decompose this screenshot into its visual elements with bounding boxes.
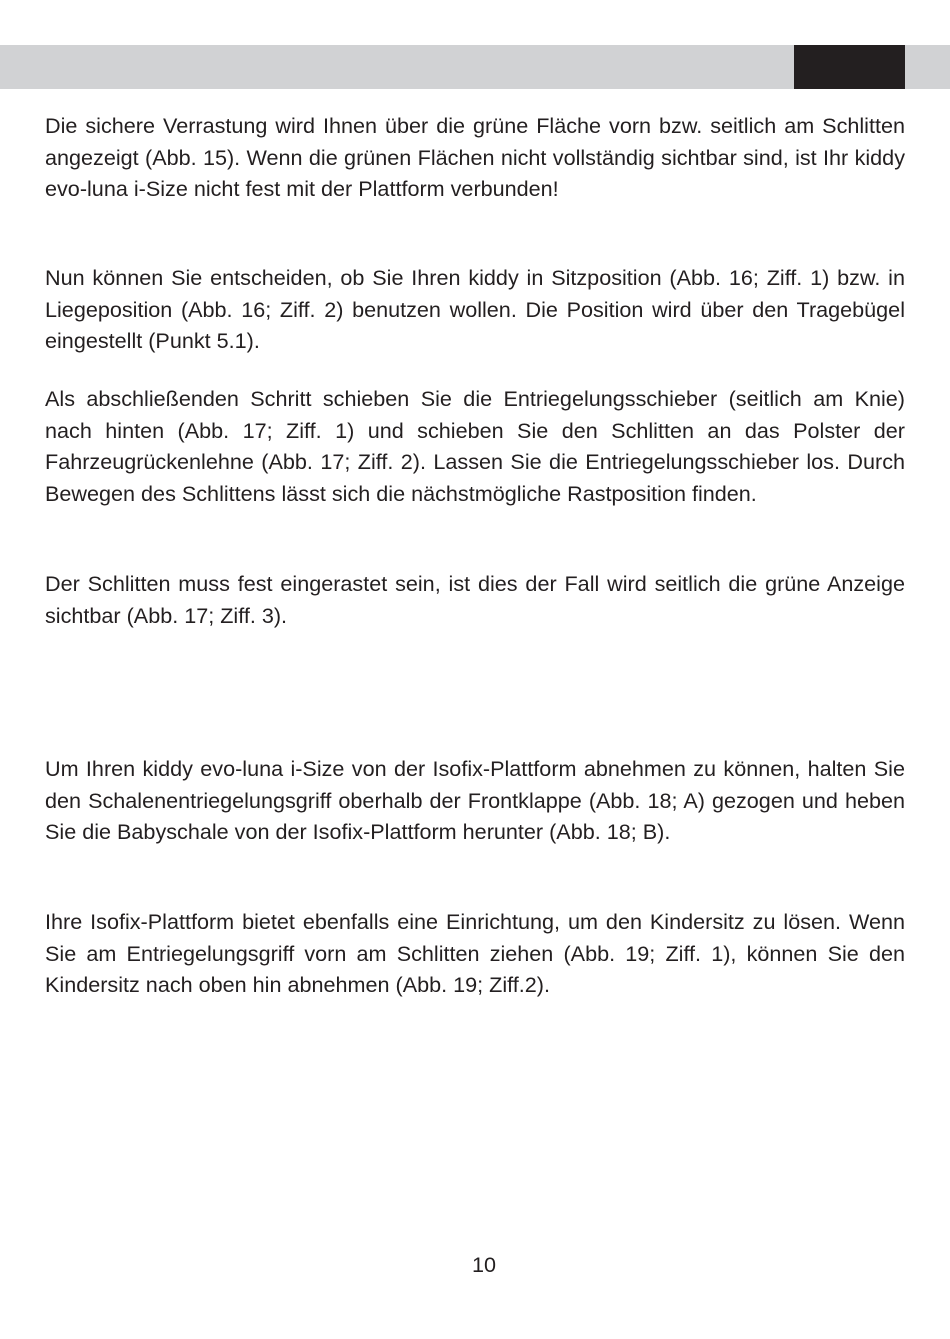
page-number: 10 <box>471 1252 497 1277</box>
paragraph-1: Die sichere Verrastung wird Ihnen über die grüne Fläche vorn bzw. seitlich am Schlitten angezeigt (Abb. 15). Wenn die grünen Flächen nicht vollständig sichtbar sind, ist Ihr kiddy evo-luna i-Size nicht fest mit der Plattform verbunden! <box>45 113 905 201</box>
paragraph-3: Als abschließenden Schritt schieben Sie die Entriegelungsschieber (seitlich am Knie) nach hinten (Abb. 17; Ziff. 1) und schieben Sie den Schlitten an das Polster der Fahrzeugrückenlehne (Abb. 17; Ziff. 2). Lassen Sie die Entriegelungsschieber los. Durch Bewegen des Schlittens lässt sich die nächstmögliche Rastposition finden. <box>45 386 905 506</box>
paragraph-4: Der Schlitten muss fest eingerastet sein, ist dies der Fall wird seitlich die grüne Anzeige sichtbar (Abb. 17; Ziff. 3). <box>45 571 905 628</box>
paragraph-5: Um Ihren kiddy evo-luna i-Size von der Isofix-Plattform abnehmen zu können, halten Sie den Schalenentriegelungsgriff oberhalb der Frontklappe (Abb. 18; A) gezogen und heben Sie die Babyschale von der Isofix-Plattform herunter (Abb. 18; B). <box>45 756 905 844</box>
header-block <box>794 45 905 89</box>
paragraph-6: Ihre Isofix-Plattform bietet ebenfalls eine Einrichtung, um den Kindersitz zu lösen. Wenn Sie am Entriegelungsgriff vorn am Schlitten ziehen (Abb. 19; Ziff. 1), können Sie den Kindersitz nach oben hin abnehmen (Abb. 19; Ziff.2). <box>45 909 905 997</box>
paragraph-2: Nun können Sie entscheiden, ob Sie Ihren kiddy in Sitzposition (Abb. 16; Ziff. 1) bzw. in Liegeposition (Abb. 16; Ziff. 2) benutzen wollen. Die Position wird über den Tragebügel eingestellt (Punkt 5.1). <box>45 265 905 353</box>
